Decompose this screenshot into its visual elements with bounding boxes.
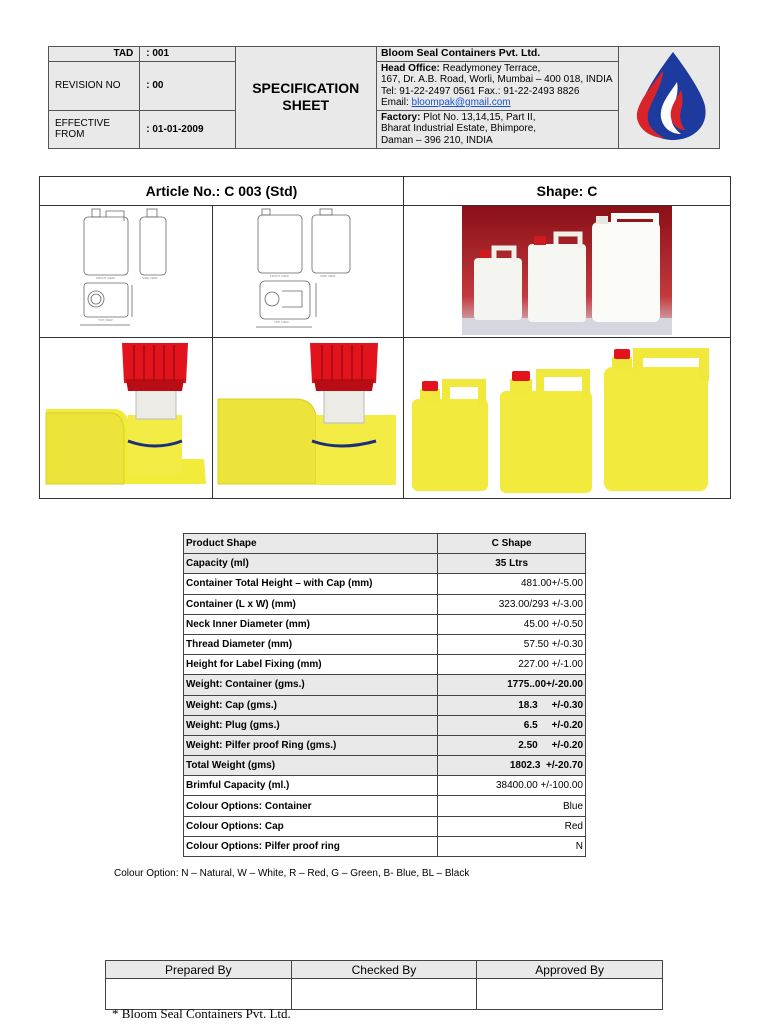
spec-value: 1775..00+/-20.00 (438, 675, 586, 695)
email-link[interactable]: bloompak@gmail.com (411, 97, 511, 108)
checked-by-signature (291, 979, 477, 1010)
spec-value: 227.00 +/-1.00 (438, 655, 586, 675)
spec-key: Container Total Height – with Cap (mm) (184, 574, 438, 594)
factory-address (376, 110, 618, 148)
yellow-containers-render (408, 343, 726, 495)
spec-value: 57.50 +/-0.30 (438, 634, 586, 654)
spec-row (184, 735, 586, 755)
article-shape: Shape: C (536, 183, 598, 199)
product-photo (462, 206, 672, 335)
tad-value: : 001 (140, 47, 235, 62)
company-logo (618, 47, 719, 149)
factory-line-1: Plot No. 13,14,15, Part II, (420, 111, 536, 123)
effective-label (49, 110, 140, 148)
revision-value: : 00 (140, 61, 235, 110)
spec-value: 2.50 +/-0.20 (438, 735, 586, 755)
spec-row (184, 715, 586, 735)
spec-key: Total Weight (gms) (184, 756, 438, 776)
prepared-by-signature (106, 979, 292, 1010)
spec-value: 6.5 +/-0.20 (438, 715, 586, 735)
svg-text:TOP VIEW: TOP VIEW (98, 318, 113, 322)
colour-option-note: Colour Option: N – Natural, W – White, R – Red, G – Green, B- Blue, BL – Black (114, 868, 470, 879)
svg-text:FRONT VIEW: FRONT VIEW (96, 276, 115, 280)
spec-key: Neck Inner Diameter (mm) (184, 614, 438, 634)
prepared-by-label: Prepared By (106, 961, 292, 979)
spec-row (184, 816, 586, 836)
spec-key: Weight: Container (gms.) (184, 675, 438, 695)
article-number: Article No.: C 003 (Std) (145, 183, 298, 199)
spec-value: 1802.3 +/-20.70 (438, 756, 586, 776)
tel-fax: Tel: 91-22-2497 0561 Fax.: 91-22-2493 8826 (380, 85, 580, 97)
spec-key: Weight: Cap (gms.) (184, 695, 438, 715)
spec-row (184, 756, 586, 776)
spec-value: 38400.00 +/-100.00 (438, 776, 586, 796)
spec-row (184, 554, 586, 574)
head-office-address (376, 61, 618, 110)
specification-table (183, 533, 586, 857)
signoff-table (105, 960, 663, 1010)
article-grid (39, 176, 731, 499)
spec-row (184, 836, 586, 856)
company-name: Bloom Seal Containers Pvt. Ltd. (376, 47, 618, 62)
technical-drawing-small (44, 207, 209, 335)
effective-value: : 01-01-2009 (140, 110, 235, 148)
svg-text:FRONT VIEW: FRONT VIEW (270, 274, 289, 278)
spec-key: Product Shape (184, 534, 438, 554)
footer-company: * Bloom Seal Containers Pvt. Ltd. (112, 1006, 291, 1021)
svg-text:SIDE VIEW: SIDE VIEW (142, 276, 158, 280)
svg-text:SIDE VIEW: SIDE VIEW (320, 274, 336, 278)
spec-key: Capacity (ml) (184, 554, 438, 574)
email-label: Email: (380, 97, 412, 108)
document-title (235, 47, 376, 149)
title-line-2: SHEET (282, 97, 330, 114)
effective-label-line-2: FROM (55, 129, 85, 140)
spec-key: Weight: Pilfer proof Ring (gms.) (184, 735, 438, 755)
head-office-line-1: Readymoney Terrace, (439, 62, 541, 74)
head-office-line-2: 167, Dr. A.B. Road, Worli, Mumbai – 400 018, INDIA (380, 74, 613, 85)
spec-key: Weight: Plug (gms.) (184, 715, 438, 735)
technical-drawing-medium (216, 207, 401, 335)
spec-row (184, 594, 586, 614)
spec-row (184, 695, 586, 715)
spec-key: Colour Options: Pilfer proof ring (184, 836, 438, 856)
title-line-1: SPECIFICATION (252, 80, 360, 97)
cap-render-2 (216, 339, 401, 496)
factory-line-2: Bharat Industrial Estate, Bhimpore, (380, 123, 537, 134)
spec-key: Colour Options: Container (184, 796, 438, 816)
spec-value: Blue (438, 796, 586, 816)
spec-row (184, 634, 586, 654)
spec-key: Height for Label Fixing (mm) (184, 655, 438, 675)
spec-value: N (438, 836, 586, 856)
checked-by-label: Checked By (291, 961, 477, 979)
spec-row (184, 796, 586, 816)
cap-render-1 (44, 339, 210, 496)
svg-text:TOP VIEW: TOP VIEW (274, 320, 289, 324)
tad-label: TAD (49, 47, 140, 62)
approved-by-label: Approved By (477, 961, 663, 979)
spec-value: C Shape (438, 534, 586, 554)
spec-row (184, 776, 586, 796)
spec-key: Colour Options: Cap (184, 816, 438, 836)
factory-label: Factory: (380, 111, 421, 123)
spec-value: Red (438, 816, 586, 836)
factory-line-3: Daman – 396 210, INDIA (380, 134, 493, 146)
spec-value: 35 Ltrs (438, 554, 586, 574)
spec-value: 323.00/293 +/-3.00 (438, 594, 586, 614)
spec-key: Thread Diameter (mm) (184, 634, 438, 654)
approved-by-signature (477, 979, 663, 1010)
drop-logo-icon (621, 48, 717, 144)
spec-row (184, 534, 586, 554)
spec-key: Brimful Capacity (ml.) (184, 776, 438, 796)
spec-row (184, 614, 586, 634)
revision-label: REVISION NO (49, 61, 140, 110)
spec-row (184, 655, 586, 675)
effective-label-line-1: EFFECTIVE (55, 118, 111, 129)
spec-value: 45.00 +/-0.50 (438, 614, 586, 634)
header-table (48, 46, 720, 149)
head-office-label: Head Office: (380, 62, 440, 74)
spec-value: 481.00+/-5.00 (438, 574, 586, 594)
spec-row (184, 675, 586, 695)
spec-key: Container (L x W) (mm) (184, 594, 438, 614)
spec-value: 18.3 +/-0.30 (438, 695, 586, 715)
spec-row (184, 574, 586, 594)
